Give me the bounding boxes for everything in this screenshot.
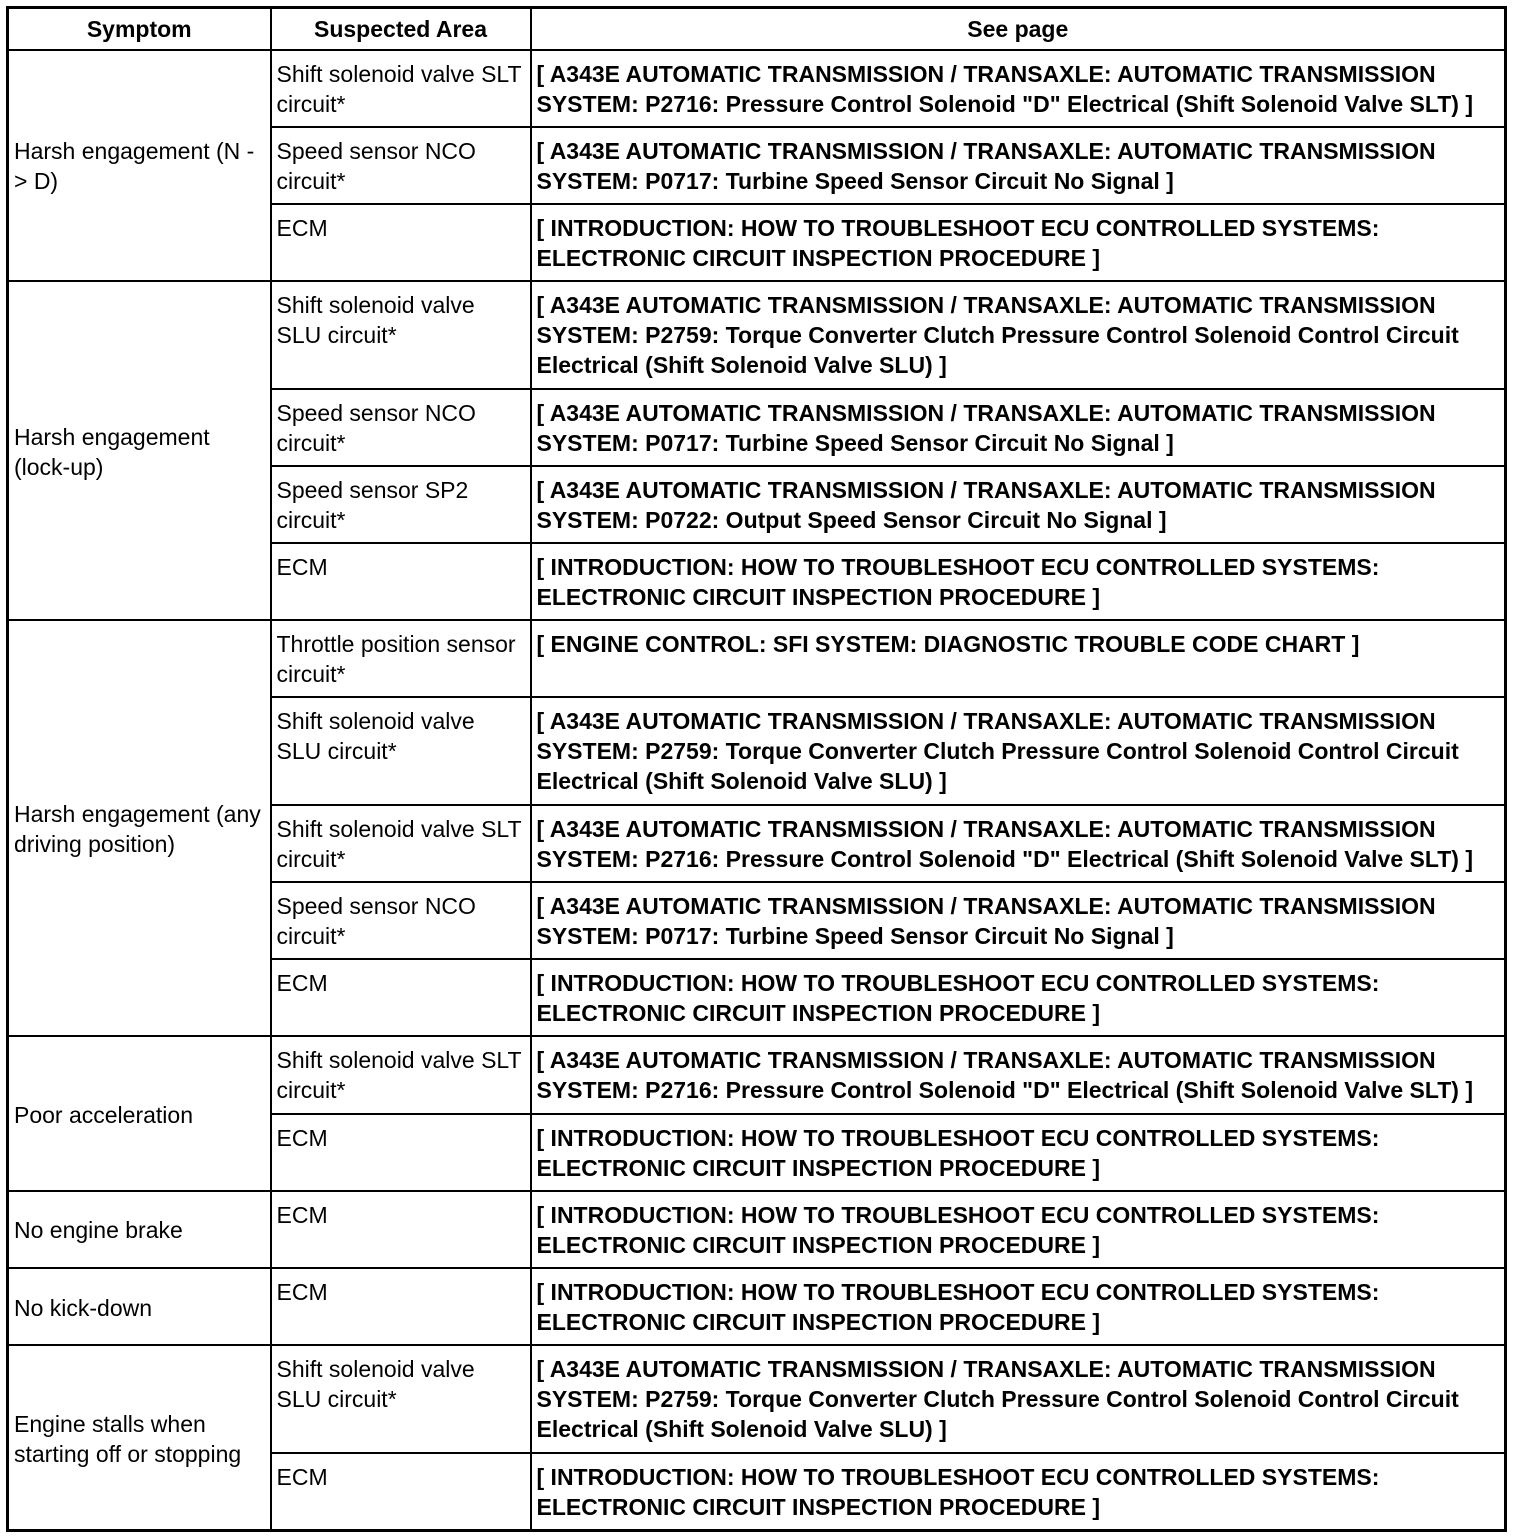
see-page-reference-link[interactable]: [ A343E AUTOMATIC TRANSMISSION / TRANSAXLE: AUTOMATIC TRANSMISSION SYSTEM: P2759: Torque Converter Clutch Pressure Control Solenoid Control Circuit Electrical (Shift Solenoid Valve SLU) ] — [531, 697, 1506, 805]
suspected-area-cell: Speed sensor SP2 circuit* — [271, 466, 531, 543]
see-page-reference-link[interactable]: [ A343E AUTOMATIC TRANSMISSION / TRANSAXLE: AUTOMATIC TRANSMISSION SYSTEM: P0717: Turbine Speed Sensor Circuit No Signal ] — [531, 389, 1506, 466]
suspected-area-cell: Speed sensor NCO circuit* — [271, 882, 531, 959]
see-page-reference-link[interactable]: [ INTRODUCTION: HOW TO TROUBLESHOOT ECU CONTROLLED SYSTEMS: ELECTRONIC CIRCUIT INSPECTION PROCEDURE ] — [531, 1268, 1506, 1345]
table-row — [8, 1268, 1506, 1345]
see-page-reference-link[interactable]: [ INTRODUCTION: HOW TO TROUBLESHOOT ECU CONTROLLED SYSTEMS: ELECTRONIC CIRCUIT INSPECTION PROCEDURE ] — [531, 543, 1506, 620]
suspected-area-cell: Speed sensor NCO circuit* — [271, 127, 531, 204]
table-row — [8, 620, 1506, 697]
header-row — [8, 8, 1506, 50]
symptom-column-header: Symptom — [8, 8, 271, 50]
suspected-area-cell: ECM — [271, 543, 531, 620]
symptom-cell: No engine brake — [8, 1191, 271, 1268]
see-page-reference-link[interactable]: [ A343E AUTOMATIC TRANSMISSION / TRANSAXLE: AUTOMATIC TRANSMISSION SYSTEM: P2759: Torque Converter Clutch Pressure Control Solenoid Control Circuit Electrical (Shift Solenoid Valve SLU) ] — [531, 281, 1506, 389]
table-row — [8, 1345, 1506, 1453]
see-page-reference-link[interactable]: [ A343E AUTOMATIC TRANSMISSION / TRANSAXLE: AUTOMATIC TRANSMISSION SYSTEM: P0722: Output Speed Sensor Circuit No Signal ] — [531, 466, 1506, 543]
symptom-cell: Harsh engagement (any driving position) — [8, 620, 271, 1036]
see-page-reference-link[interactable]: [ INTRODUCTION: HOW TO TROUBLESHOOT ECU CONTROLLED SYSTEMS: ELECTRONIC CIRCUIT INSPECTION PROCEDURE ] — [531, 204, 1506, 281]
see-page-column-header: See page — [531, 8, 1506, 50]
see-page-reference-link[interactable]: [ A343E AUTOMATIC TRANSMISSION / TRANSAXLE: AUTOMATIC TRANSMISSION SYSTEM: P0717: Turbine Speed Sensor Circuit No Signal ] — [531, 127, 1506, 204]
suspected-area-cell: Shift solenoid valve SLT circuit* — [271, 805, 531, 882]
see-page-reference-link[interactable]: [ A343E AUTOMATIC TRANSMISSION / TRANSAXLE: AUTOMATIC TRANSMISSION SYSTEM: P2716: Pressure Control Solenoid "D" Electrical (Shift Solenoid Valve SLT) ] — [531, 50, 1506, 127]
see-page-reference-link[interactable]: [ INTRODUCTION: HOW TO TROUBLESHOOT ECU CONTROLLED SYSTEMS: ELECTRONIC CIRCUIT INSPECTION PROCEDURE ] — [531, 959, 1506, 1036]
symptom-cell: Engine stalls when starting off or stopping — [8, 1345, 271, 1530]
suspected-area-cell: ECM — [271, 959, 531, 1036]
suspected-area-cell: ECM — [271, 1268, 531, 1345]
suspected-area-cell: Shift solenoid valve SLT circuit* — [271, 1036, 531, 1113]
suspected-area-cell: ECM — [271, 204, 531, 281]
symptom-cell: Harsh engagement (lock-up) — [8, 281, 271, 620]
see-page-reference-link[interactable]: [ A343E AUTOMATIC TRANSMISSION / TRANSAXLE: AUTOMATIC TRANSMISSION SYSTEM: P2716: Pressure Control Solenoid "D" Electrical (Shift Solenoid Valve SLT) ] — [531, 805, 1506, 882]
suspected-area-cell: Speed sensor NCO circuit* — [271, 389, 531, 466]
table-row — [8, 1191, 1506, 1268]
suspected-area-cell: Shift solenoid valve SLT circuit* — [271, 50, 531, 127]
see-page-reference-link[interactable]: [ INTRODUCTION: HOW TO TROUBLESHOOT ECU CONTROLLED SYSTEMS: ELECTRONIC CIRCUIT INSPECTION PROCEDURE ] — [531, 1114, 1506, 1191]
see-page-reference-link[interactable]: [ INTRODUCTION: HOW TO TROUBLESHOOT ECU CONTROLLED SYSTEMS: ELECTRONIC CIRCUIT INSPECTION PROCEDURE ] — [531, 1191, 1506, 1268]
see-page-reference-link[interactable]: [ A343E AUTOMATIC TRANSMISSION / TRANSAXLE: AUTOMATIC TRANSMISSION SYSTEM: P2759: Torque Converter Clutch Pressure Control Solenoid Control Circuit Electrical (Shift Solenoid Valve SLU) ] — [531, 1345, 1506, 1453]
see-page-reference-link[interactable]: [ A343E AUTOMATIC TRANSMISSION / TRANSAXLE: AUTOMATIC TRANSMISSION SYSTEM: P2716: Pressure Control Solenoid "D" Electrical (Shift Solenoid Valve SLT) ] — [531, 1036, 1506, 1113]
table-body — [8, 50, 1506, 1531]
symptom-cell: No kick-down — [8, 1268, 271, 1345]
symptom-cell: Poor acceleration — [8, 1036, 271, 1190]
see-page-reference-link[interactable]: [ ENGINE CONTROL: SFI SYSTEM: DIAGNOSTIC TROUBLE CODE CHART ] — [531, 620, 1506, 697]
see-page-reference-link[interactable]: [ A343E AUTOMATIC TRANSMISSION / TRANSAXLE: AUTOMATIC TRANSMISSION SYSTEM: P0717: Turbine Speed Sensor Circuit No Signal ] — [531, 882, 1506, 959]
table-row — [8, 1036, 1506, 1113]
suspected-area-cell: Shift solenoid valve SLU circuit* — [271, 1345, 531, 1453]
table-row — [8, 50, 1506, 127]
suspected-area-column-header: Suspected Area — [271, 8, 531, 50]
suspected-area-cell: ECM — [271, 1191, 531, 1268]
troubleshooting-table — [6, 6, 1507, 1532]
suspected-area-cell: Throttle position sensor circuit* — [271, 620, 531, 697]
suspected-area-cell: ECM — [271, 1114, 531, 1191]
table-row — [8, 281, 1506, 389]
suspected-area-cell: ECM — [271, 1453, 531, 1531]
suspected-area-cell: Shift solenoid valve SLU circuit* — [271, 697, 531, 805]
suspected-area-cell: Shift solenoid valve SLU circuit* — [271, 281, 531, 389]
see-page-reference-link[interactable]: [ INTRODUCTION: HOW TO TROUBLESHOOT ECU CONTROLLED SYSTEMS: ELECTRONIC CIRCUIT INSPECTION PROCEDURE ] — [531, 1453, 1506, 1531]
symptom-cell: Harsh engagement (N -> D) — [8, 50, 271, 282]
